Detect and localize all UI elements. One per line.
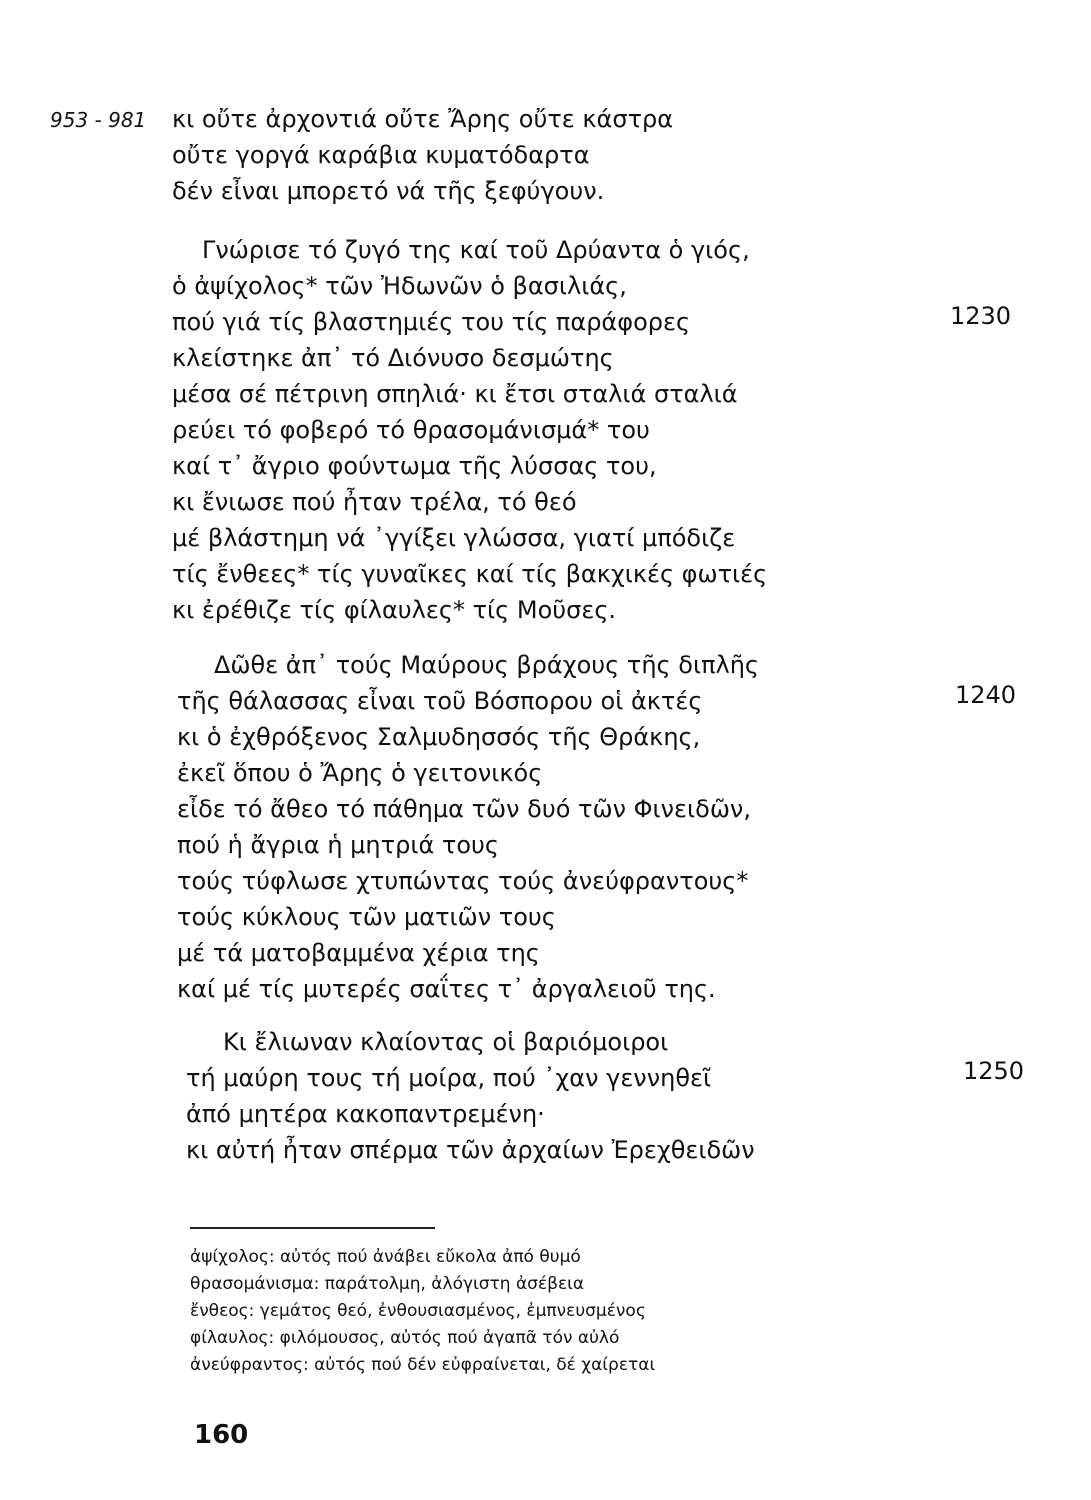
footnote: ἔνθεος: γεμάτος θεό, ἐνθουσιασμένος, ἐμπνευσμένος: [190, 1301, 646, 1321]
verse-line: μέ βλάστημη νά ᾽γγίξει γλώσσα, γιατί μπόδιζε: [172, 524, 736, 552]
verse-line: κι οὔτε ἀρχοντιά οὔτε Ἄρης οὔτε κάστρα: [172, 105, 674, 133]
verse-line: τῆς θάλασσας εἶναι τοῦ Βόσπορου οἱ ἀκτές: [177, 687, 703, 715]
footnote: φίλαυλος: φιλόμουσος, αὐτός πού ἀγαπᾶ τόν αὐλό: [190, 1328, 620, 1348]
verse-line: Γνώρισε τό ζυγό της καί τοῦ Δρύαντα ὁ γιός,: [202, 236, 750, 264]
verse-line: δέν εἶναι μπορετό νά τῆς ξεφύγουν.: [172, 177, 605, 205]
verse-line: κι ἔνιωσε πού ἦταν τρέλα, τό θεό: [172, 488, 577, 516]
verse-line: ἐκεῖ ὅπου ὁ Ἄρης ὁ γειτονικός: [177, 759, 543, 787]
verse-line: Δῶθε ἀπ᾽ τούς Μαύρους βράχους τῆς διπλῆς: [214, 651, 760, 679]
line-number: 1250: [963, 1057, 1025, 1085]
footnote: ἀψίχολος: αὐτός πού ἀνάβει εὔκολα ἀπό θυμό: [190, 1247, 581, 1267]
verse-line: καί μέ τίς μυτερές σαΐτες τ᾽ ἀργαλειοῦ της.: [177, 975, 716, 1003]
verse-line: κι ὁ ἐχθρόξενος Σαλμυδησσός τῆς Θράκης,: [177, 723, 701, 751]
verse-line: εἶδε τό ἄθεο τό πάθημα τῶν δυό τῶν Φινειδῶν,: [177, 795, 751, 823]
verse-range: 953 - 981: [50, 108, 147, 132]
verse-line: τούς κύκλους τῶν ματιῶν τους: [177, 903, 556, 931]
line-number: 1230: [950, 302, 1012, 330]
verse-line: κι ἐρέθιζε τίς φίλαυλες* τίς Μοῦσες.: [172, 596, 617, 624]
footnote: θρασομάνισμα: παράτολμη, ἀλόγιστη ἀσέβεια: [190, 1274, 585, 1294]
verse-line: μέ τά ματοβαμμένα χέρια της: [177, 939, 540, 967]
line-number: 1240: [955, 681, 1017, 709]
page-number: 160: [194, 1420, 249, 1450]
verse-line: κι αὐτή ἦταν σπέρμα τῶν ἀρχαίων Ἐρεχθειδῶν: [186, 1136, 755, 1164]
verse-line: τίς ἔνθεες* τίς γυναῖκες καί τίς βακχικές φωτιές: [172, 560, 768, 588]
verse-line: τή μαύρη τους τή μοίρα, πού ᾽χαν γεννηθεῖ: [186, 1064, 712, 1092]
verse-line: τούς τύφλωσε χτυπώντας τούς ἀνεύφραντους*: [177, 867, 749, 895]
verse-line: ἀπό μητέρα κακοπαντρεμένη·: [186, 1100, 545, 1128]
verse-line: ὁ ἀψίχολος* τῶν Ἠδωνῶν ὁ βασιλιάς,: [172, 272, 627, 300]
verse-line: καί τ᾽ ἄγριο φούντωμα τῆς λύσσας του,: [172, 452, 657, 480]
verse-line: μέσα σέ πέτρινη σπηλιά· κι ἔτσι σταλιά σταλιά: [172, 380, 738, 408]
footnote-divider: [190, 1227, 435, 1229]
footnote: ἀνεύφραντος: αὐτός πού δέν εὐφραίνεται, δέ χαίρεται: [190, 1355, 656, 1375]
verse-line: οὔτε γοργά καράβια κυματόδαρτα: [172, 141, 590, 169]
verse-line: Κι ἔλιωναν κλαίοντας οἱ βαριόμοιροι: [223, 1028, 669, 1056]
verse-line: πού ἡ ἄγρια ἡ μητριά τους: [177, 831, 499, 859]
verse-line: ρεύει τό φοβερό τό θρασομάνισμά* του: [172, 416, 650, 444]
verse-line: πού γιά τίς βλαστημιές του τίς παράφορες: [172, 308, 691, 336]
verse-line: κλείστηκε ἀπ᾽ τό Διόνυσο δεσμώτης: [172, 344, 614, 372]
